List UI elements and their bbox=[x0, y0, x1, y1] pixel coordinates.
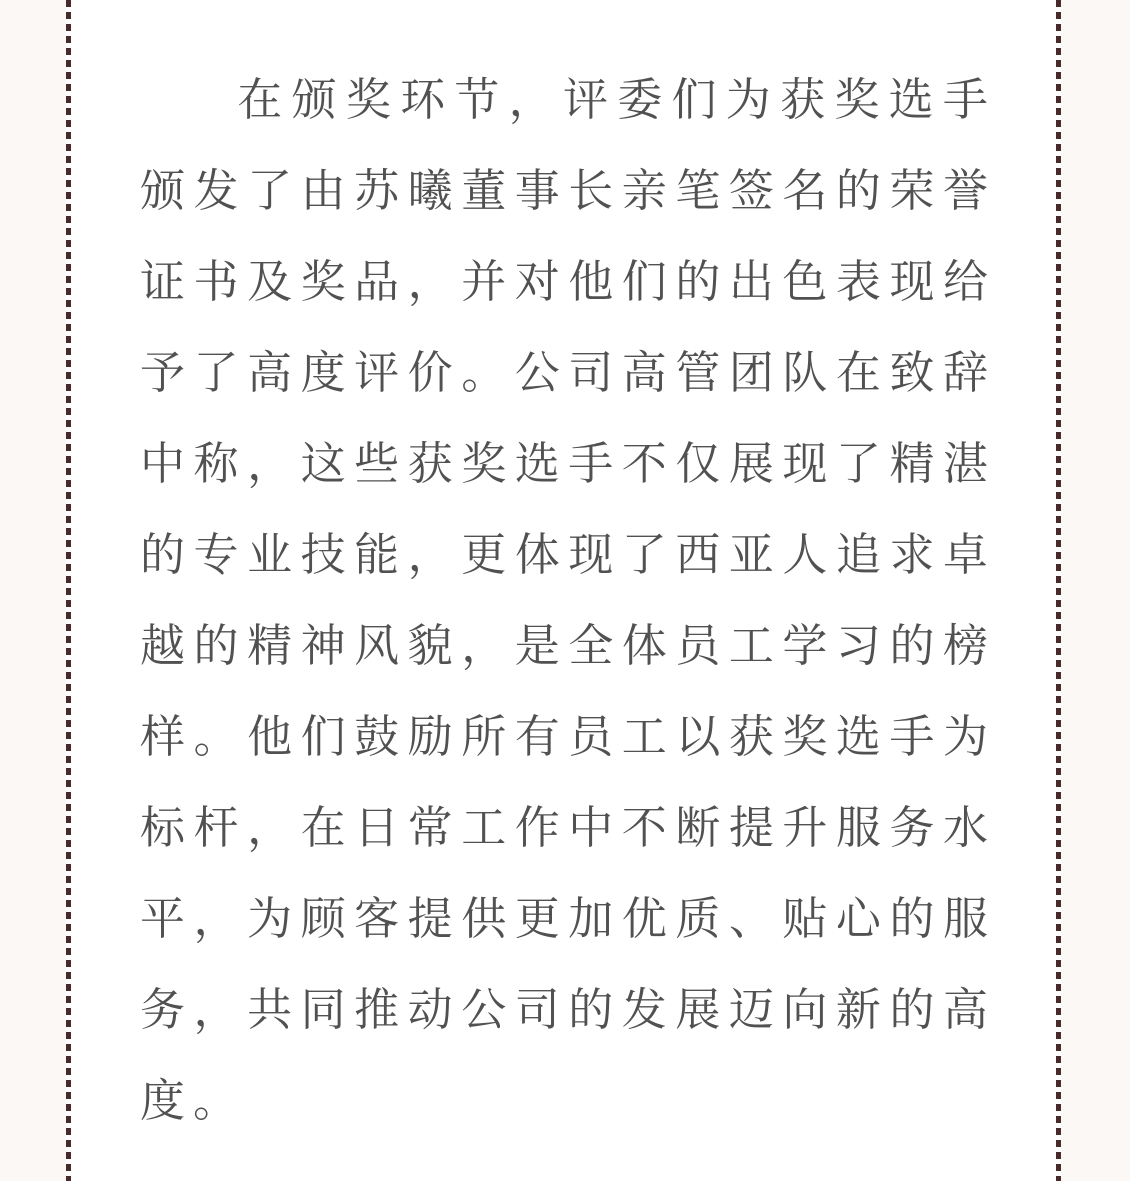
article-body bbox=[71, 0, 1056, 1181]
text-line: 在 颁 奖 环 节 ， 评 委 们 为 获 奖 选 手 bbox=[140, 50, 988, 141]
text-line: 平 ， 为 顾 客 提 供 更 加 优 质 、 贴 心 的 服 bbox=[140, 893, 988, 944]
text-line: 颁 发 了 由 苏 曦 董 事 长 亲 笔 签 名 的 荣 誉 bbox=[140, 165, 988, 216]
text-line: 的 专 业 技 能 ， 更 体 现 了 西 亚 人 追 求 卓 bbox=[140, 529, 988, 580]
text-line: 务 ， 共 同 推 动 公 司 的 发 展 迈 向 新 的 高 bbox=[140, 984, 988, 1035]
text-line: 中 称 ， 这 些 获 奖 选 手 不 仅 展 现 了 精 湛 bbox=[140, 438, 988, 489]
text-line: 度 。 bbox=[140, 1075, 239, 1126]
text-line: 样 。 他 们 鼓 励 所 有 员 工 以 获 奖 选 手 为 bbox=[140, 711, 988, 762]
text-line: 证 书 及 奖 品 ， 并 对 他 们 的 出 色 表 现 给 bbox=[140, 256, 988, 307]
right-page-margin bbox=[1061, 0, 1130, 1181]
text-line: 越 的 精 神 风 貌 ， 是 全 体 员 工 学 习 的 榜 bbox=[140, 620, 988, 671]
text-line: 标 杆 ， 在 日 常 工 作 中 不 断 提 升 服 务 水 bbox=[140, 802, 988, 853]
text-line: 予 了 高 度 评 价 。 公 司 高 管 团 队 在 致 辞 bbox=[140, 347, 988, 398]
left-page-margin bbox=[0, 0, 66, 1181]
first-line-indent bbox=[140, 95, 228, 96]
article-paragraph bbox=[140, 50, 988, 1142]
